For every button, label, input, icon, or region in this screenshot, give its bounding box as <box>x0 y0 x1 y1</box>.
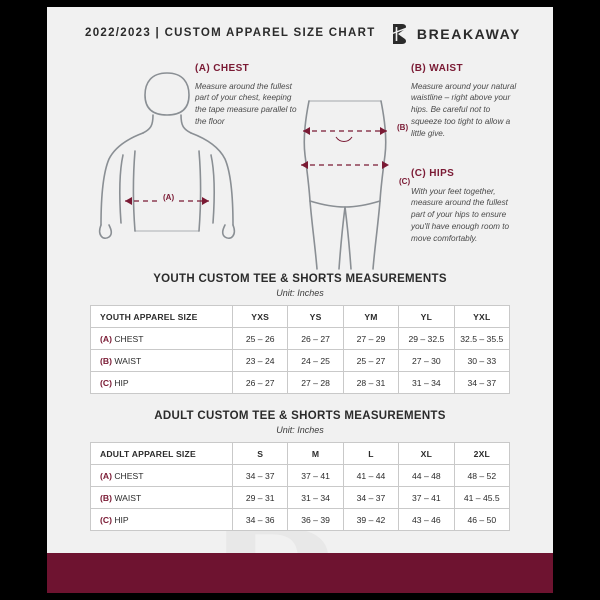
tag-chest: (A) <box>163 193 175 202</box>
annotation-hips-title <box>411 167 523 182</box>
youth-col-header-3: YM <box>343 306 398 328</box>
youth-col-header-2: YS <box>288 306 343 328</box>
adult-cell-2-0: 34 – 36 <box>233 509 288 531</box>
youth-cell-2-4: 34 – 37 <box>454 372 509 394</box>
adult-row-label-waist <box>91 487 233 509</box>
table-row <box>91 350 510 372</box>
adult-row-1-name: WAIST <box>114 492 142 503</box>
youth-col-header-0: YOUTH APPAREL SIZE <box>91 306 233 328</box>
brand-logo <box>389 22 521 46</box>
youth-cell-0-2: 27 – 29 <box>343 328 398 350</box>
adult-cell-1-3: 37 – 41 <box>399 487 454 509</box>
youth-row-2-tag: (C) <box>100 377 112 388</box>
page-title: 2022/2023 | CUSTOM APPAREL SIZE CHART <box>85 27 376 39</box>
table-header-row <box>91 306 510 328</box>
youth-table-subtitle: Unit: Inches <box>276 288 324 298</box>
youth-cell-1-0: 23 – 24 <box>233 350 288 372</box>
adult-table-title: ADULT CUSTOM TEE & SHORTS MEASUREMENTS <box>154 410 446 422</box>
adult-cell-1-0: 29 – 31 <box>233 487 288 509</box>
adult-cell-2-4: 46 – 50 <box>454 509 509 531</box>
tag-hips: (C) <box>399 177 411 186</box>
table-row <box>91 328 510 350</box>
annotation-waist-text: Measure around your natural waistline – right above your hips. Be careful not to squeeze too tight to allow a little give. <box>411 81 517 139</box>
youth-row-label-waist <box>91 350 233 372</box>
adult-row-2-tag: (C) <box>100 514 112 525</box>
annotation-hips <box>411 167 523 245</box>
annotation-hips-label: (C) <box>411 168 427 179</box>
youth-cell-0-3: 29 – 32.5 <box>399 328 454 350</box>
brand-name: BREAKAWAY <box>416 26 521 42</box>
adult-cell-2-1: 36 – 39 <box>288 509 343 531</box>
youth-cell-1-4: 30 – 33 <box>454 350 509 372</box>
adult-cell-1-4: 41 – 45.5 <box>454 487 509 509</box>
table-row <box>91 465 510 487</box>
adult-row-0-name: CHEST <box>114 470 144 481</box>
annotation-hips-text: With your feet together, measure around the fullest part of your hips to ensure you'll have enough room to move comfortably. <box>411 186 510 244</box>
youth-cell-0-0: 25 – 26 <box>233 328 288 350</box>
table-header-row <box>91 443 510 465</box>
annotation-chest <box>195 62 305 128</box>
youth-col-header-1: YXS <box>233 306 288 328</box>
adult-col-header-0: ADULT APPAREL SIZE <box>91 443 233 465</box>
annotation-hips-name: HIPS <box>429 168 455 179</box>
youth-cell-1-2: 25 – 27 <box>343 350 398 372</box>
youth-col-header-5: YXL <box>454 306 509 328</box>
measurement-illustration <box>47 55 553 273</box>
adult-row-label-chest <box>91 465 233 487</box>
youth-row-1-tag: (B) <box>100 355 112 366</box>
youth-row-0-name: CHEST <box>114 333 144 344</box>
adult-col-header-3: L <box>343 443 398 465</box>
youth-table-section <box>47 273 553 394</box>
adult-col-header-2: M <box>288 443 343 465</box>
youth-row-label-chest <box>91 328 233 350</box>
tag-waist: (B) <box>397 123 409 132</box>
annotation-chest-label: (A) <box>195 63 211 74</box>
youth-size-table <box>90 305 510 394</box>
adult-size-table <box>90 442 510 531</box>
annotation-waist <box>411 62 523 140</box>
footer-bar <box>47 553 553 593</box>
adult-cell-2-3: 43 – 46 <box>399 509 454 531</box>
youth-row-0-tag: (A) <box>100 333 112 344</box>
youth-col-header-4: YL <box>399 306 454 328</box>
table-row <box>91 509 510 531</box>
adult-cell-0-4: 48 – 52 <box>454 465 509 487</box>
adult-cell-0-3: 44 – 48 <box>399 465 454 487</box>
table-row <box>91 372 510 394</box>
youth-row-2-name: HIP <box>114 377 129 388</box>
youth-row-1-name: WAIST <box>114 355 142 366</box>
youth-cell-1-3: 27 – 30 <box>399 350 454 372</box>
youth-cell-0-1: 26 – 27 <box>288 328 343 350</box>
youth-cell-2-3: 31 – 34 <box>399 372 454 394</box>
adult-row-2-name: HIP <box>114 514 129 525</box>
adult-cell-0-2: 41 – 44 <box>343 465 398 487</box>
adult-row-0-tag: (A) <box>100 470 112 481</box>
youth-row-label-hip <box>91 372 233 394</box>
adult-cell-0-0: 34 – 37 <box>233 465 288 487</box>
adult-cell-2-2: 39 – 42 <box>343 509 398 531</box>
youth-cell-1-1: 24 – 25 <box>288 350 343 372</box>
youth-table-title: YOUTH CUSTOM TEE & SHORTS MEASUREMENTS <box>153 273 447 285</box>
annotation-chest-title <box>195 62 305 77</box>
annotation-waist-label: (B) <box>411 63 427 74</box>
document-header <box>47 7 553 55</box>
adult-cell-1-2: 34 – 37 <box>343 487 398 509</box>
waist-measure-line <box>303 127 387 142</box>
annotation-chest-name: CHEST <box>213 63 250 74</box>
table-row <box>91 487 510 509</box>
annotation-waist-title <box>411 62 523 77</box>
adult-col-header-5: 2XL <box>454 443 509 465</box>
adult-table-subtitle: Unit: Inches <box>276 425 324 435</box>
youth-cell-2-2: 28 – 31 <box>343 372 398 394</box>
hips-measure-line <box>301 161 389 169</box>
annotation-waist-name: WAIST <box>429 63 463 74</box>
b-monogram-icon <box>389 22 409 46</box>
annotation-chest-text: Measure around the fullest part of your chest, keeping the tape measure parallel to the floor <box>195 81 297 127</box>
youth-cell-2-1: 27 – 28 <box>288 372 343 394</box>
youth-cell-0-4: 32.5 – 35.5 <box>454 328 509 350</box>
size-chart-sheet <box>47 7 553 593</box>
adult-col-header-4: XL <box>399 443 454 465</box>
adult-cell-1-1: 31 – 34 <box>288 487 343 509</box>
adult-row-label-hip <box>91 509 233 531</box>
adult-row-1-tag: (B) <box>100 492 112 503</box>
adult-cell-0-1: 37 – 41 <box>288 465 343 487</box>
adult-table-section <box>47 410 553 531</box>
youth-cell-2-0: 26 – 27 <box>233 372 288 394</box>
adult-col-header-1: S <box>233 443 288 465</box>
